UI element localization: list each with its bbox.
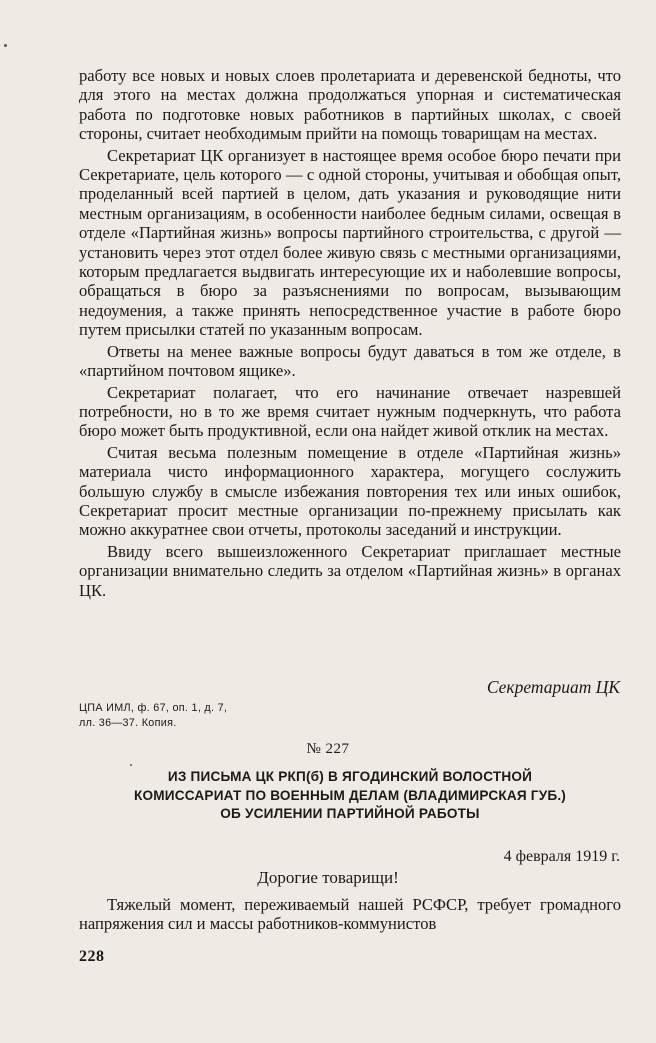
- document-number: № 227: [306, 741, 350, 757]
- paragraph: Секретариат ЦК организует в настоящее время особое бюро печати при Секретариате, цель которого — с одной стороны, учитывая и обобщая опыт, проделанный всей партией в целом, дать указания и руководящие нити местным организациям, в особенности наиболее бедным силами, освещая в отделе «Партийная жизнь» вопросы партийного строительства, с другой — установить через этот отдел более живую связь с местными организациями, которым предлагается выдвигать интересующие их и наболевшие вопросы, обращаться в бюро за разъяснениями по вопросам, вызывающим недоумения, а также принять непосредственное участие в работе бюро путем присылки статей по указанным вопросам.: [79, 145, 621, 340]
- paragraph: Ответы на менее важные вопросы будут даваться в том же отделе, в «партийном почтовом ящике».: [79, 341, 621, 381]
- document-title-line: ОБ УСИЛЕНИИ ПАРТИЙНОЙ РАБОТЫ: [220, 806, 480, 821]
- paragraph: Ввиду всего вышеизложенного Секретариат приглашает местные организации внимательно следить за отделом «Партийная жизнь» в органах ЦК.: [79, 541, 621, 600]
- main-text: [79, 66, 621, 602]
- paragraph: Секретариат полагает, что его начинание отвечает назревшей потребности, но в то же время считает нужным подчеркнуть, что работа бюро может быть продуктивной, если она найдет живой отклик на местах.: [79, 382, 621, 441]
- paragraph: работу все новых и новых слоев пролетариата и деревенской бедноты, что для этого на местах должна продолжаться упорная и систематическая работа по подготовке новых работников в партийных школах, с своей стороны, считает необходимым прийти на помощь товарищам на местах.: [79, 66, 621, 144]
- document-title-line: ИЗ ПИСЬМА ЦК РКП(б) В ЯГОДИНСКИЙ ВОЛОСТНОЙ: [167, 769, 533, 784]
- document-title: [79, 768, 621, 824]
- letter-text: [79, 895, 621, 936]
- archive-reference: [79, 701, 379, 731]
- archive-reference-line: ЦПА ИМЛ, ф. 67, оп. 1, д. 7,: [79, 702, 228, 714]
- paragraph: Тяжелый момент, переживаемый нашей РСФСР, требует громадного напряжения сил и массы работников-коммунистов: [79, 895, 621, 934]
- page-number: 228: [79, 948, 105, 965]
- print-speck: [130, 764, 132, 766]
- salutation: Дорогие товарищи!: [257, 868, 399, 887]
- document-title-line: КОМИССАРИАТ ПО ВОЕННЫМ ДЕЛАМ (ВЛАДИМИРСКАЯ ГУБ.): [133, 787, 567, 803]
- paragraph: Считая весьма полезным помещение в отделе «Партийная жизнь» материала чисто информационного характера, могущего сослужить большую службу в смысле избежания повторения тех или иных ошибок, Секретариат просит местные организации по-прежнему присылать как можно аккуратнее свои отчеты, протоколы заседаний и инструкции.: [79, 442, 621, 540]
- archive-reference-line: лл. 36—37. Копия.: [79, 717, 177, 729]
- print-speck: [4, 44, 7, 47]
- signature: Секретариат ЦК: [486, 677, 620, 697]
- document-date: 4 февраля 1919 г.: [503, 848, 620, 865]
